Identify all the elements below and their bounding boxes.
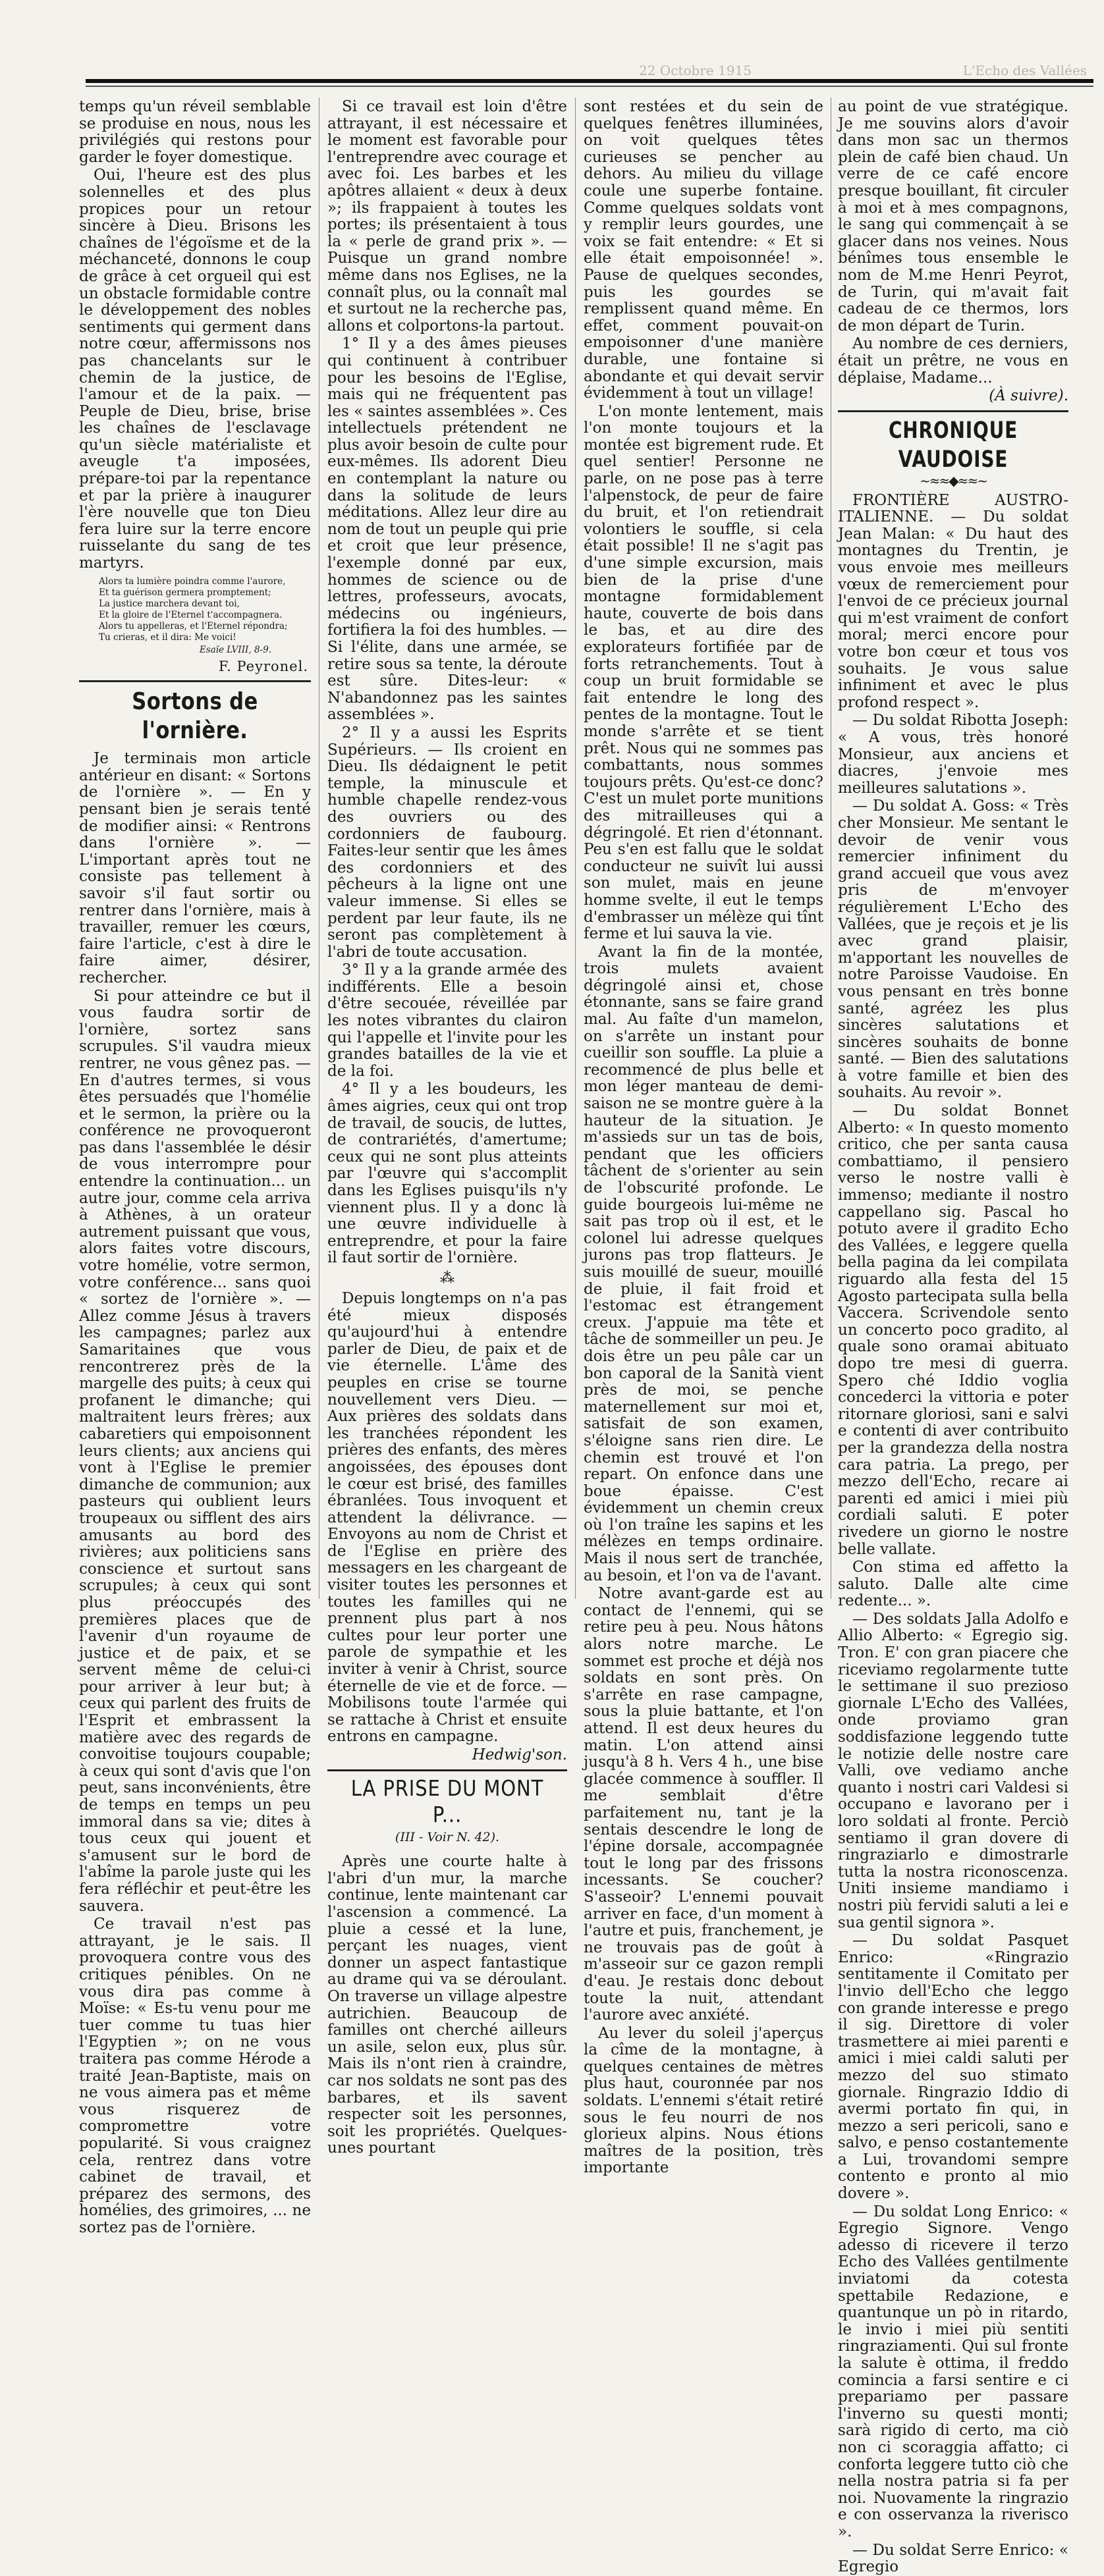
paragraph: sont restées et du sein de quelques fenêtres illuminées, on voit quelques têtes curieuses se pencher au dehors. Au milieu du village coule une superbe fontaine. Comme quelques soldats vont y remplir leurs gourdes, une voix se fait entendre: « Et si elle était empoisonnée! ». Pause de quelques secondes, puis les gourdes se remplissent quand même. En effet, comment pouvait-on empoisonner d'une manière durable, une fontaine si abondante et qui devait servir évidemment à tout un village! [584, 98, 823, 402]
article-signature: F. Peyronel. [218, 658, 308, 674]
paragraph: 4° Il y a les boudeurs, les âmes aigries, ceux qui ont trop de travail, de soucis, de luttes, de contrariétés, d'amertume; ceux qui ne sont plus atteints par l'œuvre qui s'accomplit dans les Eglises puisqu'ils n'y viennent plus. Il y a donc là une œuvre individuelle à entreprendre, et pour la faire il faut sortir de l'ornière. [327, 1081, 567, 1267]
verse-line: La justice marchera devant toi, [99, 598, 240, 609]
paragraph: Au lever du soleil j'aperçus la cîme de la montagne, à quelques centaines de mètres plus haut, couronnée par nos soldats. L'ennemi s'était retiré sous le feu nourri de nos glorieux alpins. Nous étions maîtres de la position, très importante [584, 2024, 823, 2177]
paragraph: Depuis longtemps on n'a pas été mieux disposés qu'aujourd'hui à entendre parler de Dieu, de paix et de vie éternelle. L'âme des peuples en crise se tourne nouvellement vers Dieu. — Aux prières des soldats dans les tranchées répondent les prières des enfants, des mères angoissées, des épouses dont le cœur est brisé, des familles ébranlées. Tous invoquent et attendent la délivrance. — Envoyons au nom de Christ et de l'Eglise en prière des messagers en les chargeant de visiter toutes les personnes et toutes les familles qui ne prennent plus part à nos cultes pour leur porter une parole de sympathie et les inviter à venir à Christ, source éternelle de vie et de force. — Mobilisons toute l'armée qui se rattache à Christ et ensuite entrons en campagne. [327, 1289, 567, 1746]
verse-reference: Esaïe LVIII, 8-9. [199, 644, 271, 655]
flourish-ornament: ~≈≈◆≈≈~ [920, 472, 987, 489]
paragraph: Si pour atteindre ce but il vous faudra sortir de l'ornière, sortez sans scrupules. S'il vaudra mieux rentrer, ne vous gênez pas. — En d'autres termes, si vous êtes persuadés que l'homélie et le sermon, la prière ou la conférence ne provoqueront pas dans l'assemblée le désir de vous interrompre pour entendre la continuation... un autre jour, comme cela arriva à Athènes, à un orateur autrement puissant que vous, alors faites votre discours, votre homélie, votre sermon, votre conférence... sans quoi « sortez de l'ornière ». — Allez comme Jésus à travers les campagnes; parlez aux Samaritaines que vous rencontrerez près de la margelle des puits; à ceux qui profanent le dimanche; qui maltraitent leurs frères; aux cabaretiers qui empoisonnent leurs clients; aux anciens qui vont à l'Eglise le premier dimanche de communion; aux pasteurs qui oublient leurs troupeaux ou sifflent des airs amusants au bord des rivières; aux politiciens sans conscience et surtout sans scrupules; à ceux qui sont plus préoccupés des premières places que de l'avenir d'un royaume de justice et de paix, et se servent même de celui-ci pour arriver à leur but; à ceux qui parlent des fruits de l'Esprit et embrassent la matière avec des regards de convoitise toujours coupable; à ceux qui sont d'avis que l'on peut, sans inconvénients, être de temps en temps un peu immoral dans sa vie; dites à tous ceux qui jouent et s'amusent sur le bord de l'abîme la parole juste qui les fera réfléchir et peut-être les sauvera. [79, 987, 311, 1915]
article-title: LA PRISE DU MONT P... [350, 1775, 544, 1827]
paragraph: — Du soldat Ribotta Joseph: « A vous, très honoré Monsieur, aux anciens et diacres, j'envoie mes meilleures salutations ». [838, 712, 1068, 797]
column-2 [327, 98, 567, 2157]
top-rule-thin [86, 86, 1093, 87]
section-title: CHRONIQUE VAUDOISE [888, 417, 1018, 473]
paragraph: FRONTIÈRE AUSTRO-ITALIENNE. — Du soldat Jean Malan: « Du haut des montagnes du Trentin, je vous envoie mes meilleurs vœux de remerciement pour l'envoi de ce précieux journal qui m'est vraiment de confort moral; merci encore pour votre bon cœur et tous vos souhaits. Je vous salue infiniment et avec le plus profond respect ». [838, 491, 1068, 711]
paragraph: 3° Il y a la grande armée des indifférents. Elle a besoin d'être secouée, réveillée par les notes vibrantes du clairon qui l'appelle et l'invite pour les grandes batailles de la vie et de la foi. [327, 961, 567, 1080]
paragraph: Con stima ed affetto la saluto. Dalle alte cime redente... ». [838, 1559, 1068, 1610]
column-separator [575, 97, 576, 1599]
header-journal-name: L'Echo des Vallées [962, 63, 1087, 78]
paragraph: 1° Il y a des âmes pieuses qui continuent à contribuer pour les besoins de l'Eglise, mais qui ne fréquentent pas les « saintes assemblées ». Ces intellectuels prétendent ne plus avoir besoin de culte pour eux-mêmes. Ils adorent Dieu en contemplant la nature ou dans la solitude de leurs méditations. Allez leur dire au nom de tout un peuple qui prie et croit que leur présence, l'exemple donné par eux, hommes de science ou de lettres, professeurs, avocats, médecins ou ingénieurs, fortifiera la foi des humbles. — Si l'élite, dans une armée, se retire sous sa tente, la déroute est sûre. Dites-leur: « N'abandonnez pas les saintes assemblées ». [327, 335, 567, 724]
paragraph: Si ce travail est loin d'être attrayant, il est nécessaire et le moment est favorable pour l'entreprendre avec courage et avec foi. Les barbes et les apôtres allaient « deux à deux »; ils frappaient à toutes les portes; ils présentaient à tous la « perle de grand prix ». — Puisque un grand nombre même dans nos Eglises, ne la connaît plus, ou la connaît mal et surtout ne la recherche pas, allons et colportons-la partout. [327, 98, 567, 335]
paragraph: Oui, l'heure est des plus solennelles et des plus propices pour un retour sincère à Dieu. Brisons les chaînes de l'égoïsme et de la méchanceté, donnons le coup de grâce à cet orgueil qui est un obstacle formidable contre le développement des nobles sentiments qui germent dans notre cœur, affermissons nos pas chancelants sur le chemin de la justice, de l'amour et de la paix. — Peuple de Dieu, brise, brise les chaînes de l'esclavage qu'un siècle matérialiste et aveugle t'a imposées, prépare-toi par la repentance et par la prière à inaugurer l'ère nouvelle que ton Dieu fera luire sur la terre encore ruisselante du sang de tes martyrs. [79, 167, 311, 572]
bible-verse [99, 576, 311, 656]
paragraph: Notre avant-garde est au contact de l'ennemi, qui se retire peu à peu. Nous hâtons alors notre marche. Le sommet est proche et déjà nos soldats en sont près. On s'arrête en rase campagne, sous la pluie battante, et l'on attend. Il est deux heures du matin. L'on attend ainsi jusqu'à 8 h. Vers 4 h., une bise glacée commence à souffler. Il me semblait d'être parfaitement nu, tant je la sentais descendre le long de l'épine dorsale, accompagnée tout le long par des frissons incessants. Se coucher? S'asseoir? L'ennemi pouvait arriver en face, d'un moment à l'autre et puis, franchement, je ne trouvais pas de goût à m'asseoir sur ce gazon rempli d'eau. Je restais donc debout toute la nuit, attendant l'aurore avec anxiété. [584, 1585, 823, 2024]
paragraph: — Du soldat Bonnet Alberto: « In questo momento critico, che per santa causa combattiamo, il pensiero verso le nostre valli è immenso; mediante il nostro cappellano sig. Pascal ho potuto avere il gradito Echo des Vallées, e leggere quella bella pagina da lei compilata riguardo alla festa del 15 Agosto partecipata sulla bella Vaccera. Scrivendole sento un concerto poco gradito, al quale sono oramai abituato dopo tre mesi di guerra. Spero ché Iddio voglia concederci la vittoria e poter ritornare gloriosi, sani e salvi e contenti di aver contribuito per la grandezza della nostra cara patria. La prego, per mezzo dell'Echo, recare ai parenti ed amici i miei più cordiali saluti. E poter rivedere un giorno le nostre belle vallate. [838, 1102, 1068, 1558]
paragraph: — Du soldat Pasquet Enrico: «Ringrazio sentitamente il Comitato per l'invio dell'Echo che leggo con grande interesse e prego il sig. Direttore di voler trasmettere ai miei parenti e amici i miei caldi saluti per mezzo del suo stimato giornale. Ringrazio Iddio di avermi portato fin qui, in mezzo a seri pericoli, sano e salvo, e penso costantemente a Lui, trovandomi sempre contento e pronto al mio dovere ». [838, 1932, 1068, 2203]
header-date: 22 Octobre 1915 [639, 63, 752, 78]
article-title: Sortons de l'ornière. [132, 688, 258, 745]
verse-line: Alors tu appelleras, et l'Eternel répondra; [99, 620, 288, 631]
paragraph: Je terminais mon article antérieur en disant: « Sortons de l'ornière ». — En y pensant bien je serais tenté de modifier ainsi: « Rentrons dans l'ornière ». — L'important après tout ne consiste pas tellement à savoir s'il faut sortir ou rentrer dans l'ornière, mais à travailler, remuer les cœurs, faire l'article, c'est à dire le faire aimer, désirer, rechercher. [79, 750, 311, 986]
top-rule [86, 79, 1093, 83]
verse-line: Et ta guérison germera promptement; [99, 587, 271, 598]
faint-header [86, 63, 1093, 77]
paragraph: Avant la fin de la montée, trois mulets avaient dégringolé ainsi et, chose étonnante, sans se faire grand mal. Au faîte d'un mamelon, on s'arrête un instant pour cueillir son souffle. La pluie a recommencé de plus belle et mon léger manteau de demi-saison ne se montre guère à la hauteur de la situation. Je m'assieds sur un tas de bois, pendant que les officiers tâchent de s'orienter au sein de l'obscurité profonde. Le guide bourgeois lui-même ne sait pas trop où il est, et le colonel lui adresse quelques jurons pas trop flatteurs. Je suis mouillé de sueur, mouillé de pluie, il fait froid et l'estomac est étrangement creux. J'appuie ma tête et tâche de sommeiller un peu. Je dois être un peu pâle car un bon caporal de la Sanità vient près de moi, se penche maternellement sur moi et, satisfait de son examen, s'éloigne sans rien dire. Le chemin est trouvé et l'on repart. On enfonce dans une boue épaisse. C'est évidemment un chemin creux où l'on traîne les sapins et les mélèzes en temps ordinaire. Mais il nous sert de tranchée, au besoin, et l'on va de l'avant. [584, 943, 823, 1584]
paragraph: L'on monte lentement, mais l'on monte toujours et la montée est bigrement rude. Et quel sentier! Personne ne parle, on ne pose pas à terre l'alpenstock, de peur de faire du bruit, et l'on retiendrait volontiers le souffle, si cela était possible! Il ne s'agit pas d'une simple excursion, mais bien de la prise d'une montagne formidablement haute, couverte de bois dans le bas, et au dire des explorateurs fortifiée par de forts retranchements. Tout à coup un bruit formidable se fait entendre le long des pentes de la montagne. Tout le monde s'arrête et se tient prêt. Nous qui ne sommes pas combattants, nous sommes toujours prêts. Qu'est-ce donc? C'est un mulet porte munitions des mitrailleuses qui a dégringolé. Et rien d'étonnant. Peu s'en est fallu que le soldat conducteur ne suivît lui aussi son mulet, mais en jeune homme svelte, il eut le temps d'embrasser un mélèze qui tînt ferme et lui sauva la vie. [584, 402, 823, 943]
column-4 [838, 98, 1068, 2576]
to-be-continued: (À suivre). [989, 387, 1068, 405]
verse-line: Alors ta lumière poindra comme l'aurore, [99, 576, 286, 587]
article-subreference: (III - Voir N. 42). [395, 1829, 500, 1844]
paragraph: Ce travail n'est pas attrayant, je le sais. Il provoquera contre vous des critiques pénibles. On ne vous dira pas comme à Moïse: « Es-tu venu pour me tuer comme tu tuas hier l'Egyptien »; on ne vous traitera pas comme Hérode a traité Jean-Baptiste, mais on ne vous aimera pas et même vous risquerez de compromettre votre popularité. Si vous craignez cela, rentrez dans votre cabinet de travail, et préparez des sermons, des homélies, des grimoires, ... ne sortez pas de l'ornière. [79, 1916, 311, 2236]
paragraph: — Du soldat Long Enrico: « Egregio Signore. Vengo adesso di ricevere il terzo Echo des Vallées gentilmente inviatomi da cotesta spettabile Redazione, e quantunque un pò in ritardo, le invio i miei più sentiti ringraziamenti. Qui sul fronte la salute è ottima, il freddo comincia a farsi sentire e ci prepariamo per passare l'inverno su questi monti; sarà rigido di certo, ma ciò non ci scoraggia affatto; ci conforta leggere tutto ciò che nella nostra patria si fa per noi. Nuovamente la ringrazio e con osservanza la riverisco ». [838, 2203, 1068, 2540]
paragraph: Après une courte halte à l'abri d'un mur, la marche continue, lente maintenant car l'ascension a commencé. La pluie a cessé et la lune, perçant les nuages, vient donner un aspect fantastique au drame qui va se déroulant. On traverse un village alpestre autrichien. Beaucoup de familles ont cherché ailleurs un asile, selon eux, plus sûr. Mais ils n'ont rien à craindre, car nos soldats ne sont pas des barbares, et ils savent respecter soit les personnes, soit les propriétés. Quelques-unes pourtant [327, 1853, 567, 2157]
column-3 [584, 98, 823, 2177]
paragraph: — Des soldats Jalla Adolfo e Allio Alberto: « Egregio sig. Tron. E' con gran piacere che riceviamo regolarmente tutte le settimane il suo prezioso giornale L'Echo des Vallées, onde proviamo gran soddisfazione leggendo tutte le notizie delle nostre care Valli, ove vediamo anche quanto i nostri cari Valdesi si occupano e lavorano per i loro soldati al fronte. Perciò sentiamo il gran dovere di ringraziarlo e dimostrarle tutta la nostra riconoscenza. Uniti insieme mandiamo i nostri più fervidi saluti a lei e sua gentil signora ». [838, 1610, 1068, 1931]
paragraph: 2° Il y a aussi les Esprits Supérieurs. — Ils croient en Dieu. Ils dédaignent le petit temple, la minuscule et humble chapelle rendez-vous des ouvriers ou des cordonniers de faubourg. Faites-leur sentir que les âmes des cordonniers et des pêcheurs à la ligne ont une valeur immense. Si elles se perdent par leur faute, ils ne seront pas complètement à l'abri de toute accusation. [327, 724, 567, 961]
section-rule [327, 1769, 567, 1771]
paragraph: Au nombre de ces derniers, était un prêtre, ne vous en déplaise, Madame... [838, 335, 1068, 387]
article-author: Hedwig'son. [472, 1746, 567, 1763]
paragraph: au point de vue stratégique. Je me souvins alors d'avoir dans mon sac un thermos plein de café bien chaud. Un verre de ce café encore presque bouillant, fit circuler à moi et à mes compagnons, le sang qui commençait à se glacer dans nos veines. Nous bénîmes tous ensemble le nom de M.me Henri Peyrot, de Turin, qui m'avait fait cadeau de ce thermos, lors de mon départ de Turin. [838, 98, 1068, 335]
verse-line: Tu crieras, et il dira: Me voici! [99, 631, 236, 643]
paragraph: — Du soldat A. Goss: « Très cher Monsieur. Me sentant le devoir de venir vous remercier infiniment du grand accueil que vous avez pris de m'envoyer régulièrement L'Echo des Vallées, que je reçois et je lis avec grand plaisir, m'apportant les nouvelles de notre Paroisse Vaudoise. En vous pensant en très bonne santé, agréez les plus sincères salutations et sincères souhaits de bonne santé. — Bien des salutations à votre famille et bien des souhaits. Au revoir ». [838, 797, 1068, 1102]
section-rule [79, 680, 311, 682]
verse-line: Et la gloire de l'Eternel t'accompagnera. [99, 609, 283, 620]
paragraph: — Du soldat Serre Enrico: « Egregio [838, 2541, 1068, 2576]
section-rule [838, 410, 1068, 412]
paragraph: temps qu'un réveil semblable se produise en nous, nous les privilégiés qui restons pour garder le foyer domestique. [79, 98, 311, 166]
asterism-divider: ⁂ [440, 1270, 455, 1287]
column-1 [79, 98, 311, 2236]
